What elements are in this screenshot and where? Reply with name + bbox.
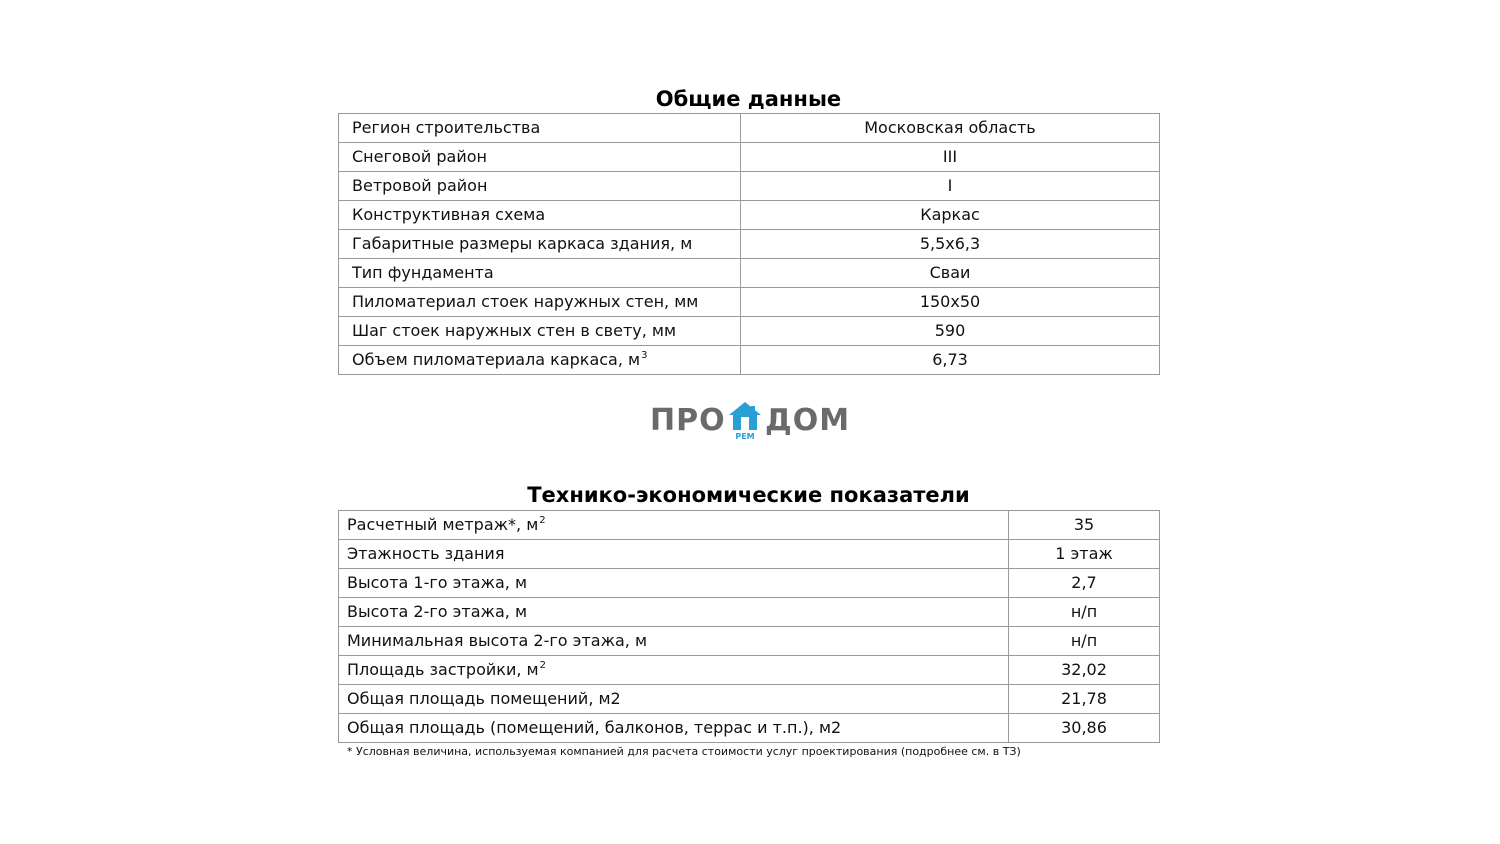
row-label-text: Площадь застройки, м (347, 660, 539, 679)
company-logo (648, 398, 852, 448)
logo-text-right: ДОМ (765, 403, 851, 438)
row-label: Ветровой район (339, 172, 741, 201)
table-row (339, 685, 1160, 714)
footnote: * Условная величина, используемая компанией для расчета стоимости услуг проектирования (подробнее см. в ТЗ) (347, 745, 1021, 758)
row-label: Регион строительства (339, 114, 741, 143)
table-row (339, 656, 1160, 685)
general-data-title: Общие данные (655, 87, 842, 111)
tech-indicators-title: Технико-экономические показатели (527, 483, 970, 507)
row-label-text: Расчетный метраж*, м (347, 515, 539, 534)
row-label-with-unit (339, 346, 741, 375)
row-value: 5,5х6,3 (741, 230, 1160, 259)
table-row (339, 230, 1160, 259)
row-value: н/п (1009, 627, 1160, 656)
general-data-table (338, 113, 1160, 375)
table-row (339, 569, 1160, 598)
row-value: 32,02 (1009, 656, 1160, 685)
table-row (339, 288, 1160, 317)
row-value: 30,86 (1009, 714, 1160, 743)
table-row (339, 511, 1160, 540)
row-label: Пиломатериал стоек наружных стен, мм (339, 288, 741, 317)
table-row (339, 201, 1160, 230)
row-label: Общая площадь (помещений, балконов, террас и т.п.), м2 (339, 714, 1009, 743)
table-row (339, 259, 1160, 288)
row-value: 6,73 (741, 346, 1160, 375)
row-label-text: Объем пиломатериала каркаса, м (352, 350, 641, 369)
row-value: III (741, 143, 1160, 172)
table-row (339, 114, 1160, 143)
row-label-with-unit (339, 656, 1009, 685)
row-value: Московская область (741, 114, 1160, 143)
logo-subtext: РЕМ (735, 432, 755, 441)
row-label: Высота 2-го этажа, м (339, 598, 1009, 627)
row-label: Тип фундамента (339, 259, 741, 288)
row-label: Высота 1-го этажа, м (339, 569, 1009, 598)
row-label: Габаритные размеры каркаса здания, м (339, 230, 741, 259)
row-value: 2,7 (1009, 569, 1160, 598)
table-row (339, 598, 1160, 627)
table-row (339, 627, 1160, 656)
unit-superscript: 3 (641, 350, 648, 361)
row-label-with-unit (339, 511, 1009, 540)
row-value: 35 (1009, 511, 1160, 540)
house-icon (728, 401, 762, 431)
tech-indicators-table (338, 510, 1160, 743)
table-row (339, 714, 1160, 743)
table-row (339, 540, 1160, 569)
row-label: Минимальная высота 2-го этажа, м (339, 627, 1009, 656)
row-label: Снеговой район (339, 143, 741, 172)
unit-superscript: 2 (539, 660, 546, 671)
row-value: н/п (1009, 598, 1160, 627)
row-value: Сваи (741, 259, 1160, 288)
row-label: Конструктивная схема (339, 201, 741, 230)
table-row (339, 172, 1160, 201)
row-label: Шаг стоек наружных стен в свету, мм (339, 317, 741, 346)
row-value: 21,78 (1009, 685, 1160, 714)
row-label: Общая площадь помещений, м2 (339, 685, 1009, 714)
row-value: 1 этаж (1009, 540, 1160, 569)
row-value: 590 (741, 317, 1160, 346)
table-row (339, 317, 1160, 346)
row-value: 150х50 (741, 288, 1160, 317)
unit-superscript: 2 (539, 515, 546, 526)
row-label: Этажность здания (339, 540, 1009, 569)
table-row (339, 143, 1160, 172)
logo-text-left: ПРО (650, 403, 726, 438)
row-value: I (741, 172, 1160, 201)
table-row (339, 346, 1160, 375)
row-value: Каркас (741, 201, 1160, 230)
